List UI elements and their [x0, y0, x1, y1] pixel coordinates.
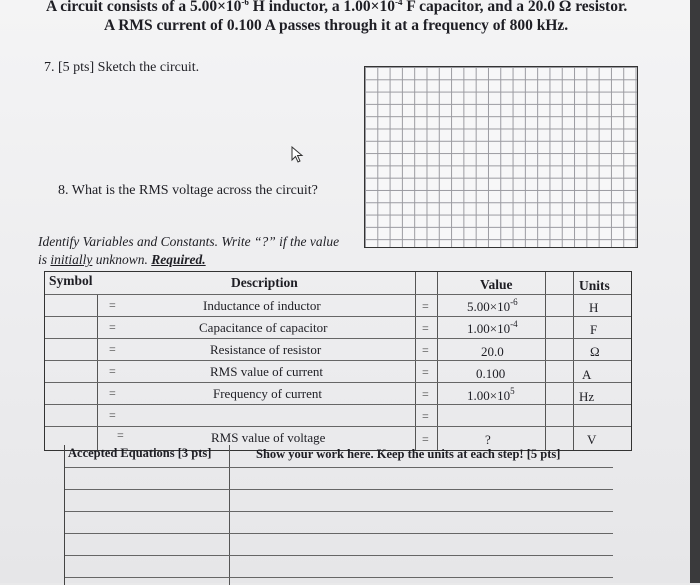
show-work-label: Show your work here. Keep the units at each step! [5 pts] — [256, 447, 561, 461]
work-area[interactable] — [64, 445, 613, 585]
row-2-description: Capacitance of capacitor — [199, 320, 328, 335]
row-7-value: ? — [485, 432, 491, 447]
mouse-cursor-icon — [290, 146, 306, 164]
question-7: 7. [5 pts] Sketch the circuit. — [44, 60, 200, 75]
row-4-unit: A — [582, 367, 592, 382]
header-value: Value — [480, 277, 513, 292]
equals-sign: = — [422, 409, 429, 423]
row-2-value: $1.00\times 10^{-4}$ — [467, 319, 518, 336]
problem-statement-line2: A RMS current of 0.100 A passes through it at a frequency of 800 kHz. — [104, 17, 569, 34]
circuit-sketch-grid[interactable] — [364, 66, 638, 248]
row-4-value: 0.100 — [476, 366, 506, 381]
variables-table — [44, 271, 632, 451]
equals-sign: = — [109, 342, 116, 356]
equals-sign: = — [422, 432, 429, 446]
equals-sign: = — [422, 343, 429, 357]
equals-sign: = — [109, 386, 116, 400]
equals-sign: = — [109, 408, 116, 422]
equals-sign: = — [117, 428, 124, 442]
equals-sign: = — [422, 321, 429, 335]
accepted-equations-label: Accepted Equations [3 pts] — [68, 446, 212, 460]
header-units: Units — [579, 278, 610, 293]
row-5-description: Frequency of current — [213, 386, 323, 401]
equals-sign: = — [422, 365, 429, 379]
row-3-value: 20.0 — [481, 344, 504, 359]
instructions-line2: is initially unknown. Required. — [38, 252, 206, 267]
row-4-description: RMS value of current — [210, 364, 324, 379]
row-1-unit: H — [589, 300, 599, 315]
equals-sign: = — [109, 320, 116, 334]
header-symbol: Symbol — [49, 273, 93, 288]
equals-sign: = — [422, 387, 429, 401]
equals-sign: = — [109, 364, 116, 378]
problem-statement-line1: A circuit consists of a $5.00\times 10^{-6}$ H inductor, a $1.00\times 10^{-4}$ F capacitor, and a 20.0 Ω resistor. — [46, 0, 628, 15]
question-8: 8. What is the RMS voltage across the circuit? — [58, 183, 318, 198]
instructions-line1: Identify Variables and Constants. Write “?” if the value — [38, 234, 340, 249]
row-1-description: Inductance of inductor — [203, 298, 321, 313]
row-3-description: Resistance of resistor — [210, 342, 322, 357]
equals-sign: = — [109, 298, 116, 312]
screen-edge — [690, 0, 700, 583]
row-5-unit: Hz — [579, 389, 595, 404]
row-7-description: RMS value of voltage — [211, 430, 326, 445]
equals-sign: = — [422, 299, 429, 313]
row-3-unit: Ω — [590, 344, 600, 359]
header-description: Description — [231, 275, 298, 290]
row-1-value: $5.00\times 10^{-6}$ — [467, 297, 518, 314]
row-5-value: $1.00\times 10^5$ — [467, 386, 515, 403]
row-7-unit: V — [587, 432, 597, 447]
row-2-unit: F — [590, 322, 598, 337]
